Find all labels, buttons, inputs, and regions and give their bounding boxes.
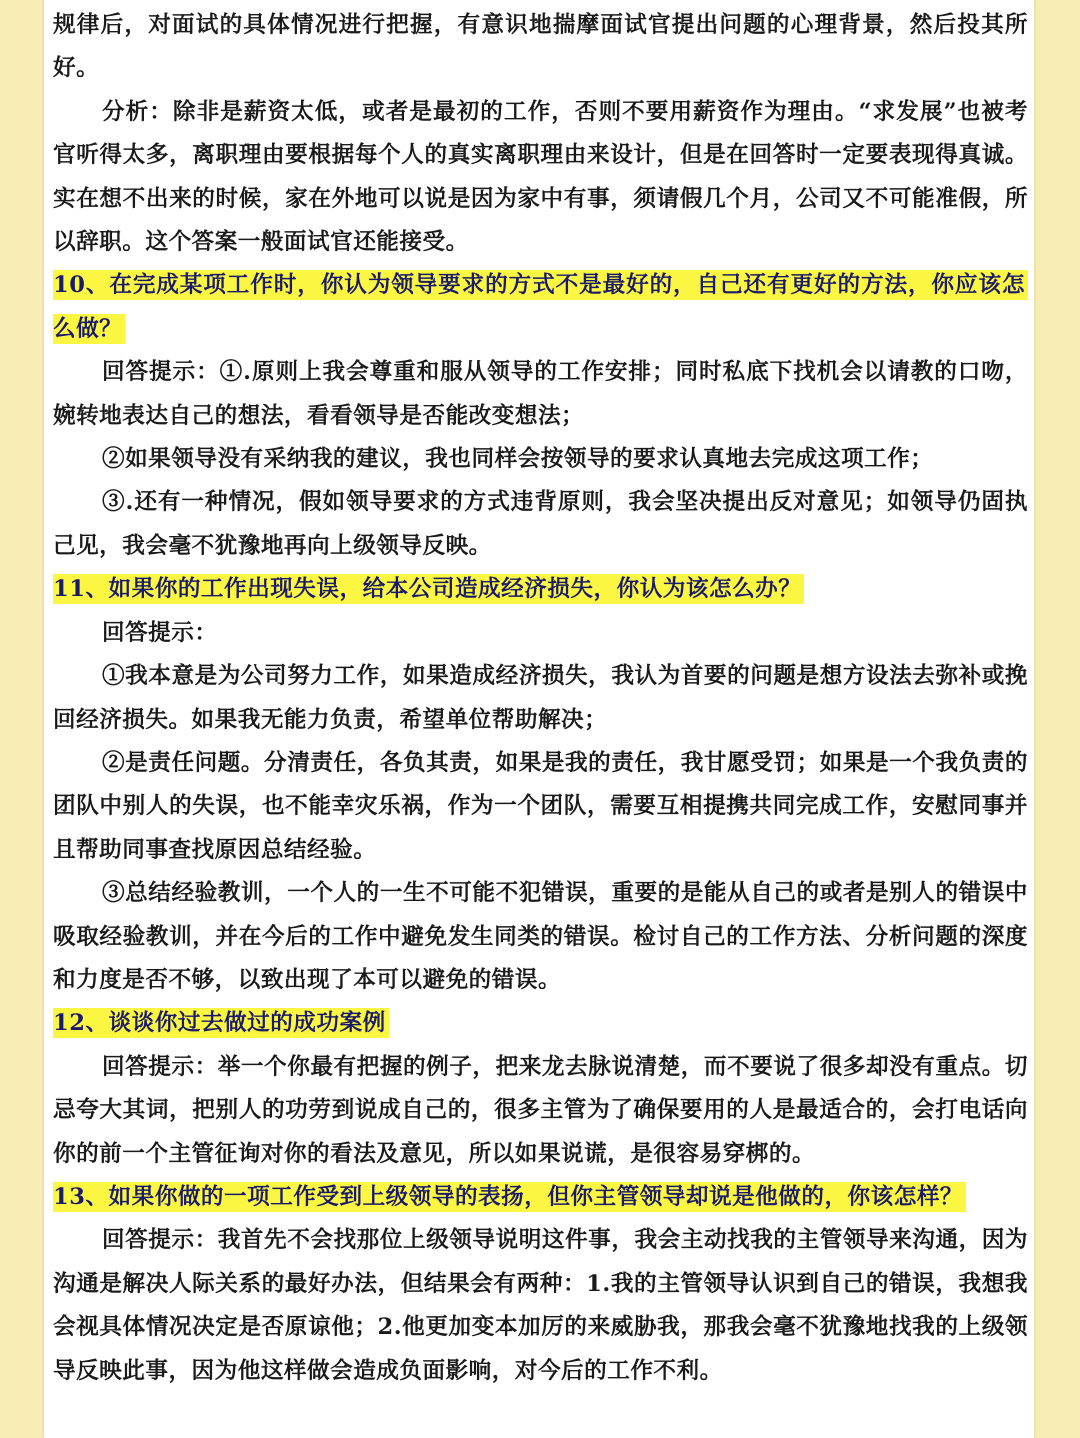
- question-13: [53, 1176, 1028, 1219]
- document-page: [44, 0, 1034, 1438]
- question-11-text: 11、如果你的工作出现失误，给本公司造成经济损失，你认为该怎么办？: [53, 574, 804, 604]
- question-11: [53, 568, 1028, 611]
- q13-answer-1: 回答提示：我首先不会找那位上级领导说明这件事，我会主动找我的主管领导来沟通，因为沟通是解决人际关系的最好办法，但结果会有两种：1.我的主管领导认识到自己的错误，我想我会视具体情况决定是否原谅他；2.他更加变本加厉的来威胁我，那我会毫不犹豫地找我的上级领导反映此事，因为他这样做会造成负面影响，对今后的工作不利。: [53, 1227, 1028, 1384]
- question-13-text: 13、如果你做的一项工作受到上级领导的表扬，但你主管领导却说是他做的，你该怎样？: [53, 1182, 966, 1212]
- question-10-text: 10、在完成某项工作时，你认为领导要求的方式不是最好的，自己还有更好的方法，你应该怎么做？: [53, 270, 1028, 343]
- top-paragraph: 规律后，对面试的具体情况进行把握，有意识地揣摩面试官提出问题的心理背景，然后投其所好。: [53, 12, 1028, 82]
- analysis-paragraph: 分析：除非是薪资太低，或者是最初的工作，否则不要用薪资作为理由。“求发展”也被考官听得太多，离职理由要根据每个人的真实离职理由来设计，但是在回答时一定要表现得真诚。实在想不出来的时候，家在外地可以说是因为家中有事，须请假几个月，公司又不可能准假，所以辞职。这个答案一般面试官还能接受。: [53, 98, 1028, 256]
- q12-answer-1: 回答提示：举一个你最有把握的例子，把来龙去脉说清楚，而不要说了很多却没有重点。切忌夸大其词，把别人的功劳到说成自己的，很多主管为了确保要用的人是最适合的，会打电话向你的前一个主管征询对你的看法及意见，所以如果说谎，是很容易穿梆的。: [53, 1053, 1028, 1167]
- q11-hint: 回答提示：: [102, 619, 218, 646]
- q11-answer-1: ①我本意是为公司努力工作，如果造成经济损失，我认为首要的问题是想方设法去弥补或挽回经济损失。如果我无能力负责，希望单位帮助解决；: [53, 663, 1028, 733]
- q10-answer-2: ②如果领导没有采纳我的建议，我也同样会按领导的要求认真地去完成这项工作；: [102, 446, 934, 473]
- q11-answer-3: ③总结经验教训，一个人的一生不可能不犯错误，重要的是能从自己的或者是别人的错误中吸取经验教训，并在今后的工作中避免发生同类的错误。检讨自己的工作方法、分析问题的深度和力度是否不够，以致出现了本可以避免的错误。: [53, 880, 1028, 993]
- q10-answer-1: 回答提示：①.原则上我会尊重和服从领导的工作安排；同时私底下找机会以请教的口吻，婉转地表达自己的想法，看看领导是否能改变想法；: [53, 359, 1028, 429]
- question-10: [53, 264, 1028, 351]
- q11-answer-2: ②是责任问题。分清责任，各负其责，如果是我的责任，我甘愿受罚；如果是一个我负责的团队中别人的失误，也不能幸灾乐祸，作为一个团队，需要互相提携共同完成工作，安慰同事并且帮助同事查找原因总结经验。: [53, 749, 1028, 863]
- question-12: [53, 1002, 1028, 1045]
- q10-answer-3: ③.还有一种情况，假如领导要求的方式违背原则，我会坚决提出反对意见；如领导仍固执己见，我会毫不犹豫地再向上级领导反映。: [53, 489, 1028, 559]
- document-content: [53, 4, 1028, 1393]
- question-12-text: 12、谈谈你过去做过的成功案例: [53, 1008, 389, 1038]
